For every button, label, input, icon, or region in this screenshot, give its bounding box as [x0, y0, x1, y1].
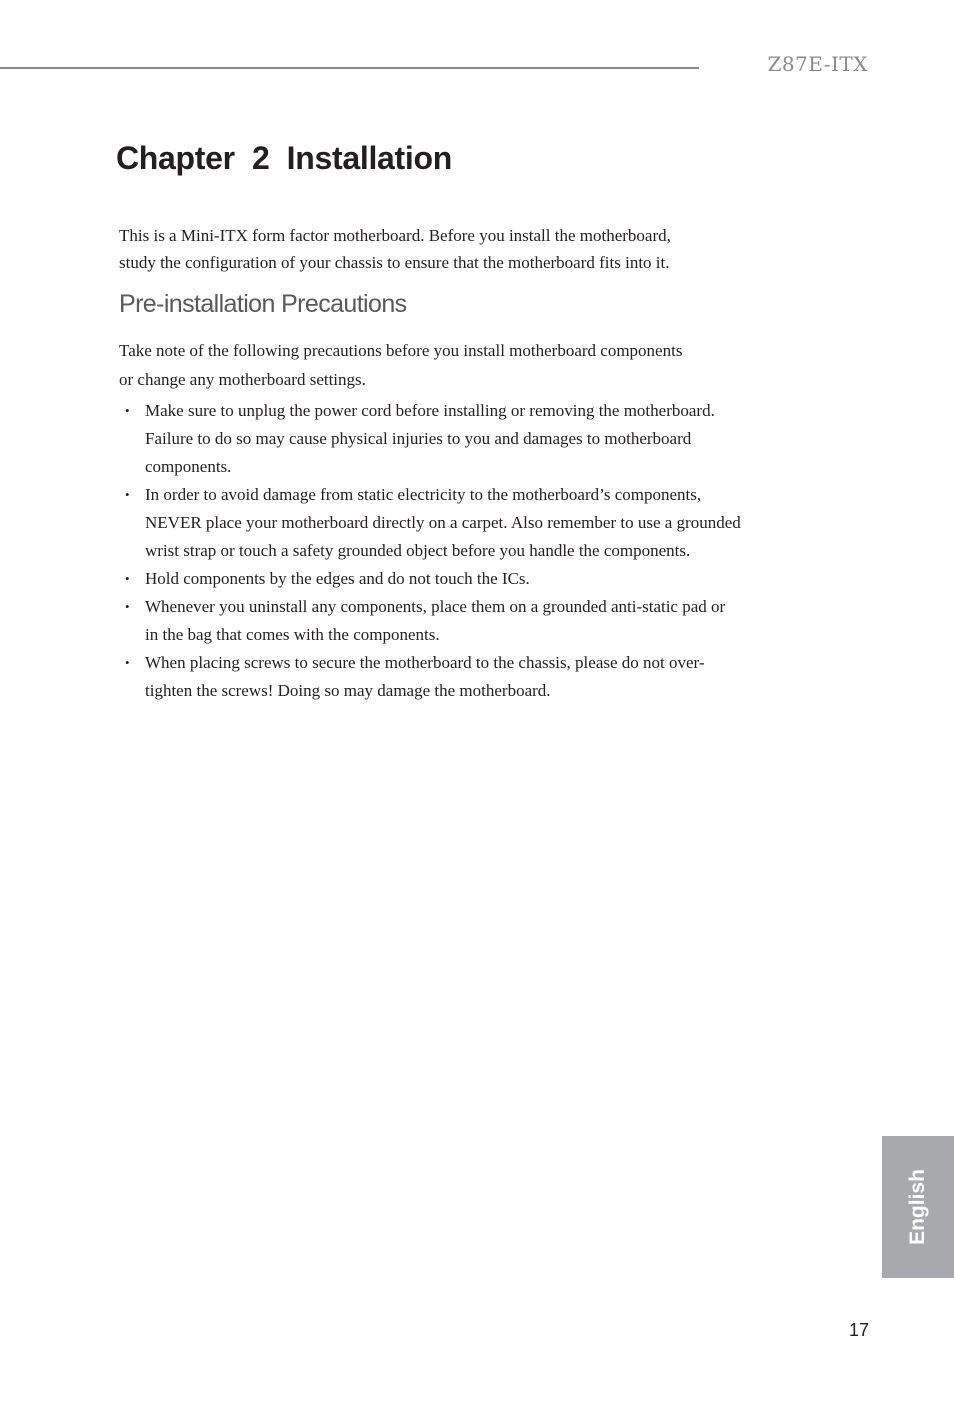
- section-intro-line: or change any motherboard settings.: [119, 370, 366, 389]
- intro-line: study the configuration of your chassis to ensure that the motherboard fits into it.: [119, 253, 670, 272]
- precaution-line: Make sure to unplug the power cord before installing or removing the motherboard.: [145, 401, 715, 420]
- section-intro: [119, 336, 819, 394]
- section-title: Pre-installation Precautions: [119, 290, 407, 318]
- precaution-line: In order to avoid damage from static electricity to the motherboard’s components,: [145, 485, 702, 504]
- precaution-line: components.: [145, 457, 232, 476]
- precaution-item: [119, 649, 819, 705]
- precaution-line: Whenever you uninstall any components, place them on a grounded anti-static pad or: [145, 597, 726, 616]
- precaution-line: in the bag that comes with the components.: [145, 625, 440, 644]
- bullet-icon: •: [125, 655, 130, 670]
- precaution-line: When placing screws to secure the motherboard to the chassis, please do not over-: [145, 653, 705, 672]
- page-number: 17: [848, 1320, 869, 1340]
- chapter-title: Chapter 2 Installation: [116, 140, 452, 176]
- precaution-item: [119, 397, 819, 481]
- bullet-icon: •: [125, 487, 130, 502]
- bullet-icon: •: [125, 571, 130, 586]
- precaution-line: NEVER place your motherboard directly on a carpet. Also remember to use a grounded: [145, 513, 741, 532]
- language-tab: [882, 1136, 954, 1278]
- precaution-line: Hold components by the edges and do not touch the ICs.: [145, 569, 530, 588]
- intro-line: This is a Mini-ITX form factor motherboard. Before you install the motherboard,: [119, 226, 671, 245]
- header-rule: [0, 67, 699, 69]
- language-tab-label: English: [906, 1169, 929, 1245]
- bullet-icon: •: [125, 599, 130, 614]
- precaution-line: wrist strap or touch a safety grounded object before you handle the components.: [145, 541, 691, 560]
- intro-paragraph: [119, 222, 819, 276]
- precaution-line: tighten the screws! Doing so may damage the motherboard.: [145, 681, 551, 700]
- section-intro-line: Take note of the following precautions before you install motherboard components: [119, 341, 683, 360]
- bullet-icon: •: [125, 403, 130, 418]
- precautions-list: [119, 397, 819, 705]
- precaution-item: [119, 593, 819, 649]
- precaution-item: [119, 565, 819, 593]
- model-name: Z87E-ITX: [767, 52, 868, 76]
- precaution-item: [119, 481, 819, 565]
- precaution-line: Failure to do so may cause physical injuries to you and damages to motherboard: [145, 429, 692, 448]
